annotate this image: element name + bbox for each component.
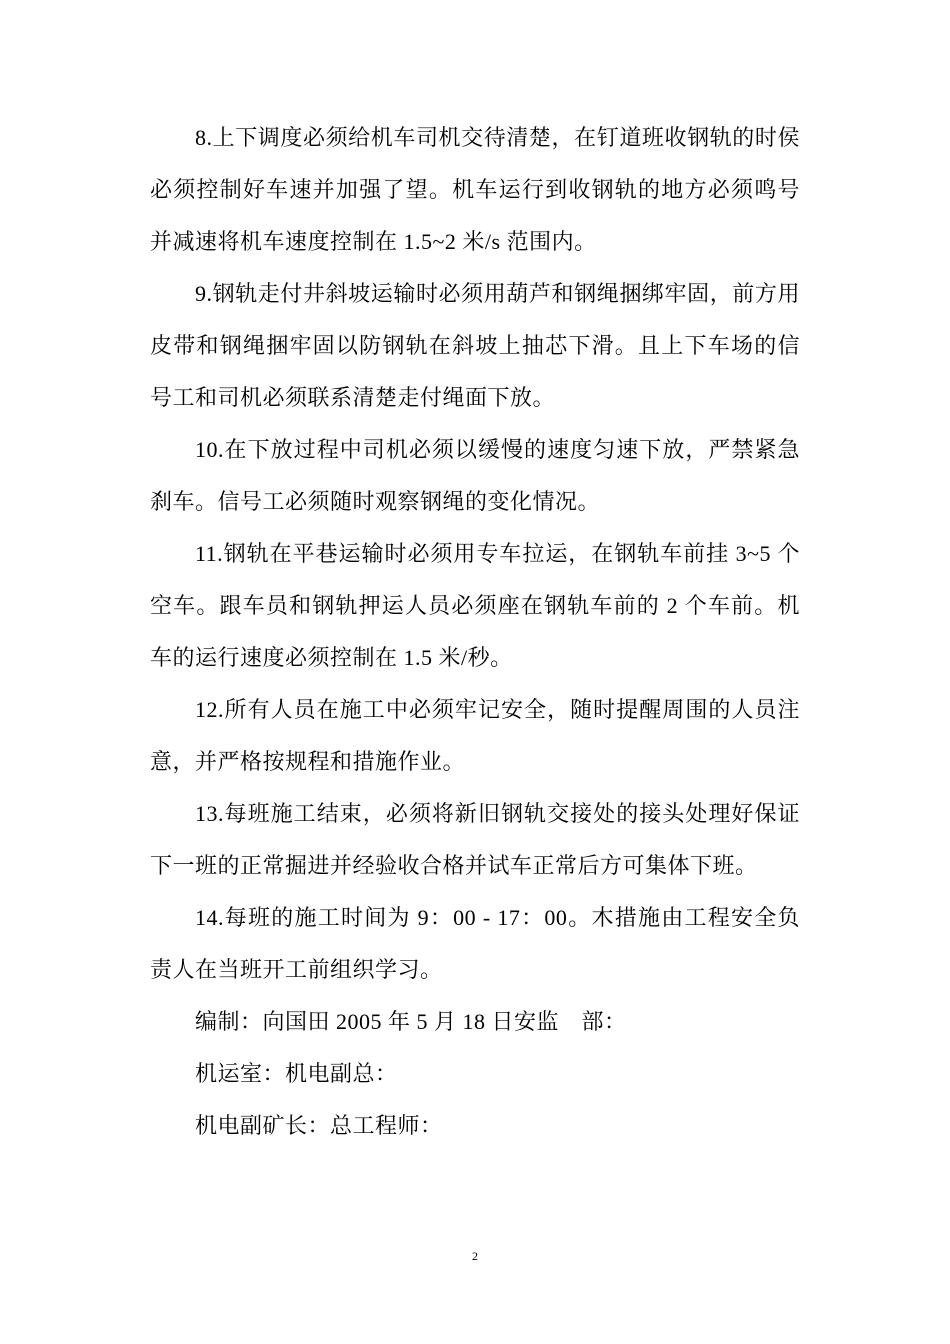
paragraph-item-9: 9.钢轨走付井斜坡运输时必须用葫芦和钢绳捆绑牢固，前方用皮带和钢绳捆牢固以防钢轨在斜坡上抽芯下滑。且上下车场的信号工和司机必须联系清楚走付绳面下放。 [150,281,800,410]
signature-line-machinery: 机运室：机电副总： [195,1061,398,1086]
paragraph-item-11: 11.钢轨在平巷运输时必须用专车拉运，在钢轨车前挂 3~5 个空车。跟车员和钢轨押运人员必须座在钢轨车前的 2 个车前。机车的运行速度必须控制在 1.5 米/秒。 [150,541,800,670]
paragraph-item-12: 12.所有人员在施工中必须牢记安全，随时提醒周围的人员注意，并严格按规程和措施作业。 [150,697,800,774]
paragraph-item-14: 14.每班的施工时间为 9：00 - 17：00。木措施由工程安全负责人在当班开工前组织学习。 [150,905,800,982]
page-number: 2 [472,1249,478,1263]
paragraph-item-13: 13.每班施工结束，必须将新旧钢轨交接处的接头处理好保证下一班的正常掘进并经验收合格并试车正常后方可集体下班。 [150,801,800,878]
paragraph-item-8: 8.上下调度必须给机车司机交待清楚，在钉道班收钢轨的时侯必须控制好车速并加强了望。机车运行到收钢轨的地方必须鸣号并减速将机车速度控制在 1.5~2 米/s 范围内。 [150,125,800,254]
signature-line-author: 编制：向国田 2005 年 5 月 18 日安监 部： [195,1009,627,1034]
document-body [150,112,800,1152]
signature-line-chief: 机电副矿长：总工程师： [195,1113,443,1138]
paragraph-item-10: 10.在下放过程中司机必须以缓慢的速度匀速下放，严禁紧急刹车。信号工必须随时观察钢绳的变化情况。 [150,437,800,514]
